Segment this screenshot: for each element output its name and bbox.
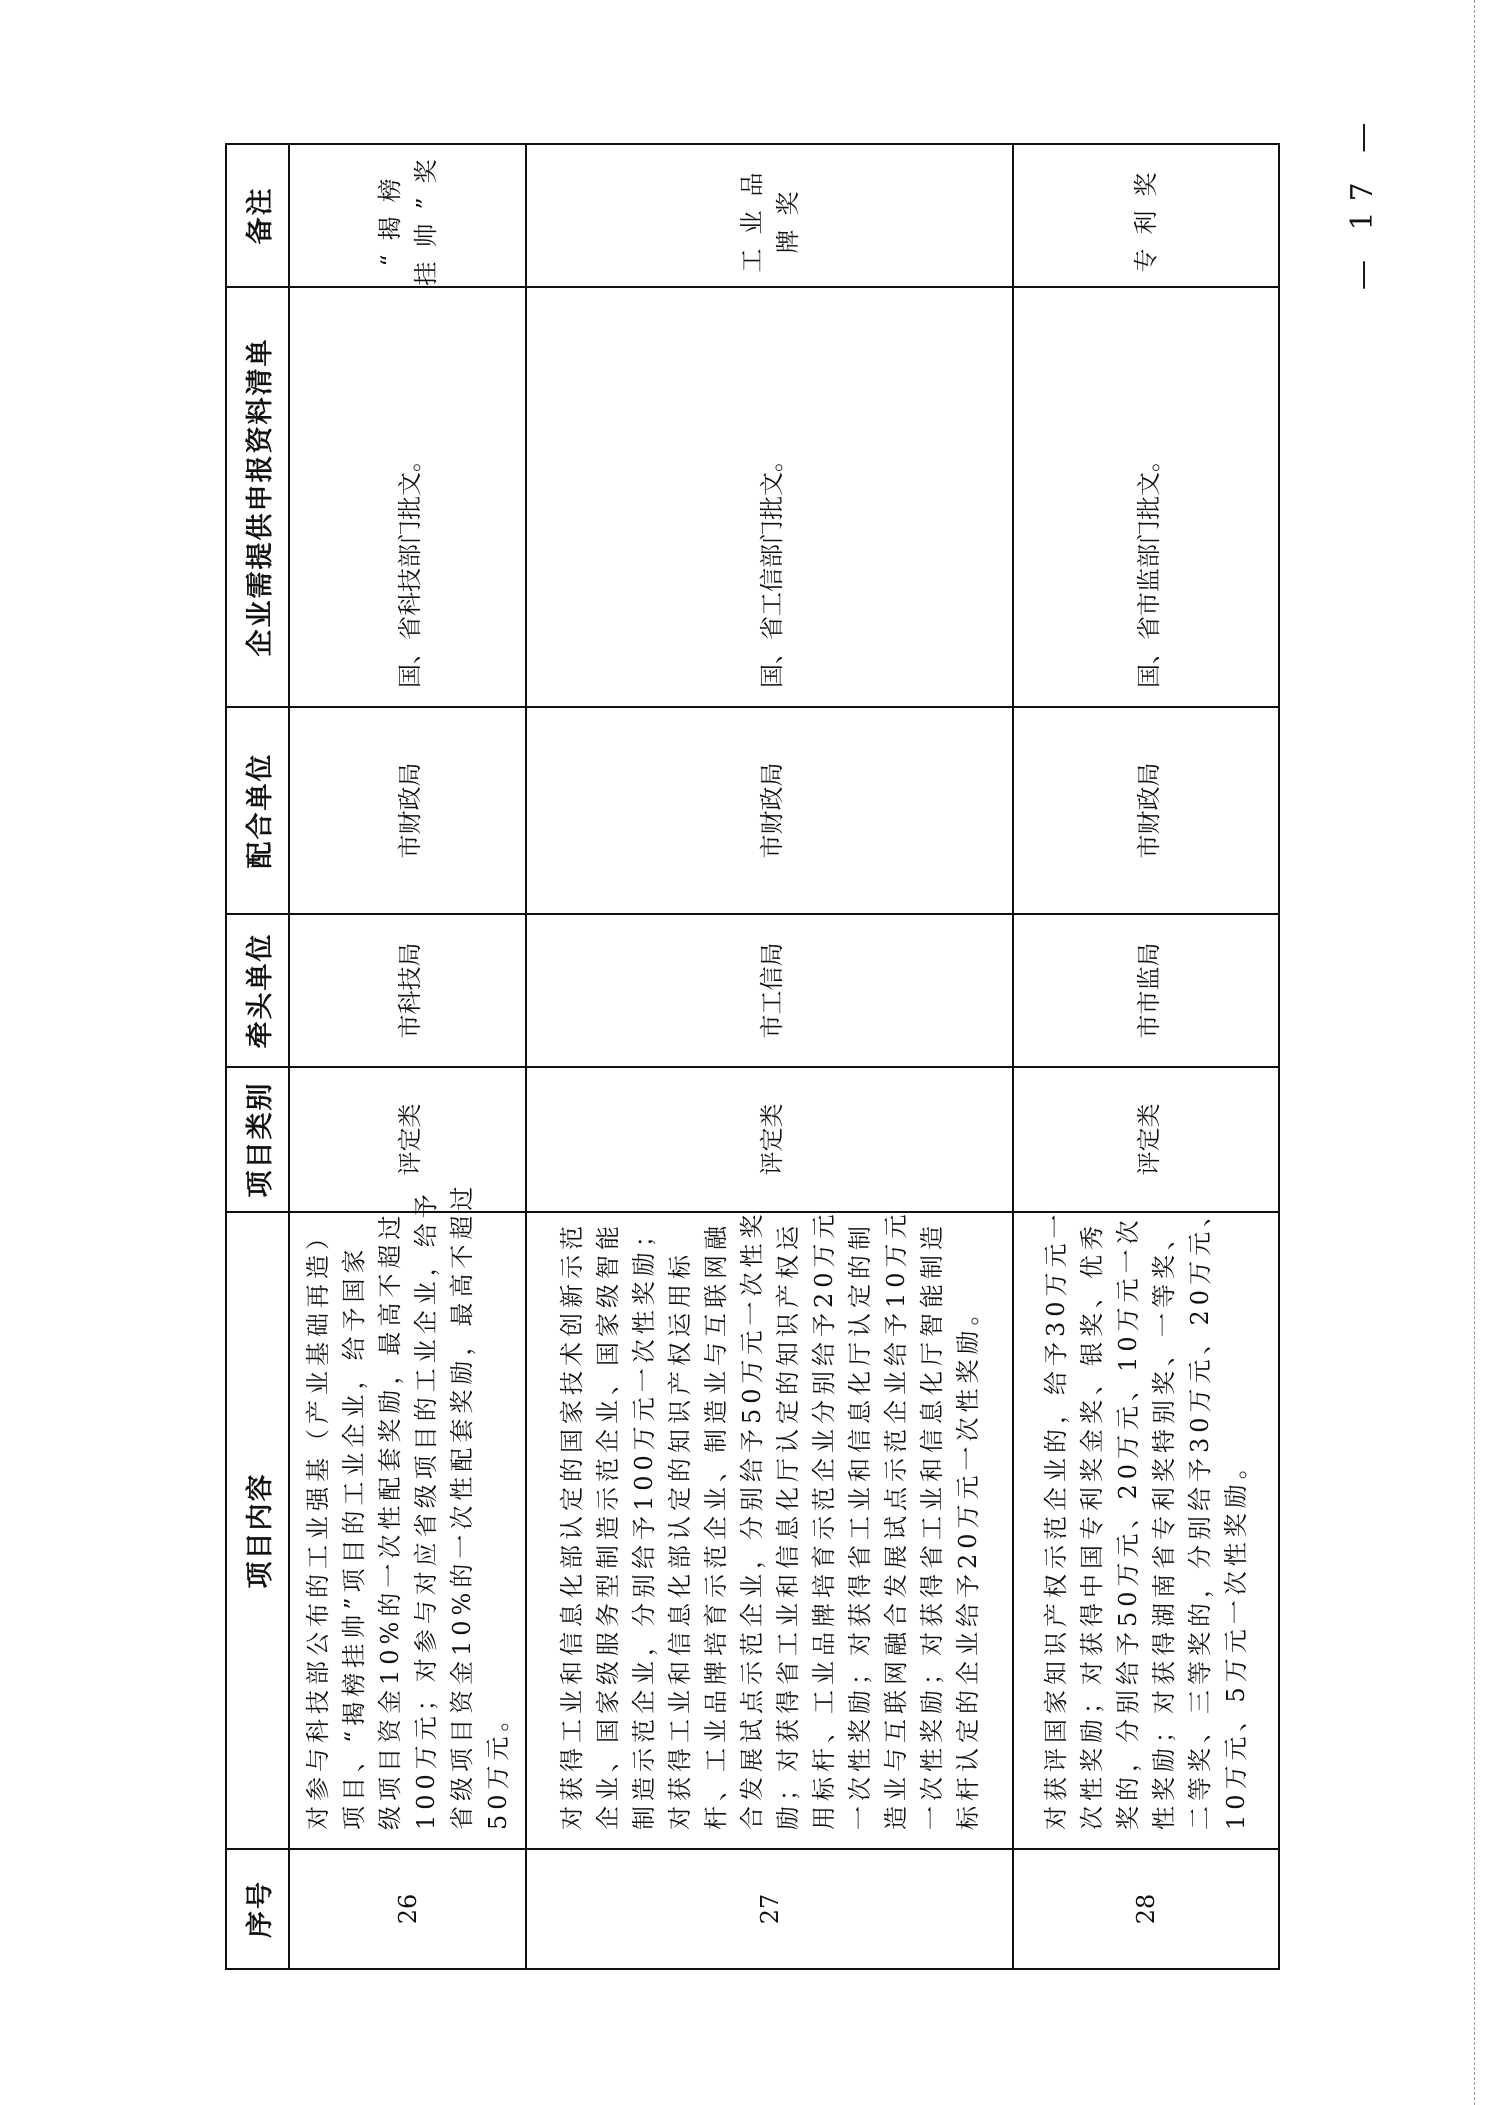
row-lead: 市工信局	[526, 914, 1013, 1067]
row-lead: 市科技局	[289, 914, 526, 1067]
row-no: 27	[526, 1849, 1013, 1969]
header-content: 项目内容	[226, 1212, 289, 1849]
page-number: — 17 —	[1345, 112, 1380, 290]
content-line: 对参与科技部公布的工业强基（产业基础再造）	[303, 1221, 332, 1830]
row-materials: 国、省市监部门批文。	[1013, 287, 1279, 707]
content-line: 省级项目资金10%的一次性配套奖励，最高不超过	[447, 1181, 476, 1830]
awards-table-rotated	[225, 145, 1280, 1970]
content-line: 合发展试点示范企业，分别给予50万元一次性奖	[737, 1209, 766, 1830]
row-remark	[1013, 144, 1279, 287]
remark-line: 专利奖	[1132, 158, 1160, 273]
content-line: 10万元、5万元一次性奖励。	[1222, 1450, 1250, 1830]
row-no: 26	[289, 1849, 526, 1969]
remark-line: 挂帅”奖	[411, 145, 440, 286]
content-line: 造业与互联网融合发展试点示范企业给予10万元	[881, 1209, 910, 1830]
remark-line: “揭榜	[375, 164, 404, 267]
remark-line: 工业品	[737, 158, 766, 273]
row-materials: 国、省科技部门批文。	[289, 287, 526, 707]
row-lead: 市市监局	[1013, 914, 1279, 1067]
header-category: 项目类别	[226, 1067, 289, 1212]
content-line: 性奖励；对获得湖南省专利奖特别奖、一等奖、	[1150, 1221, 1178, 1830]
row-remark	[289, 144, 526, 287]
content-line: 标杆认定的企业给予20万元一次性奖励。	[953, 1296, 982, 1830]
row-category: 评定类	[1013, 1067, 1279, 1212]
content-line: 50万元。	[483, 1702, 512, 1830]
row-content	[289, 1181, 526, 1849]
content-line: 对获得工业和信息化部认定的知识产权运用标	[665, 1250, 694, 1830]
row-category: 评定类	[289, 1067, 526, 1212]
header-remark: 备注	[226, 144, 289, 287]
content-line: 一次性奖励；对获得省工业和信息化厅认定的制	[845, 1221, 874, 1830]
table-row	[1013, 144, 1279, 1969]
row-category: 评定类	[526, 1067, 1013, 1212]
awards-table	[225, 143, 1280, 1970]
row-coop: 市财政局	[1013, 707, 1279, 914]
content-line: 100万元；对参与对应省级项目的工业企业，给予	[411, 1189, 440, 1830]
row-remark	[526, 144, 1013, 287]
row-materials: 国、省工信部门批文。	[526, 287, 1013, 707]
header-row	[226, 144, 289, 1969]
content-line: 励；对获得省工业和信息化厅认定的知识产权运	[773, 1221, 802, 1830]
content-line: 杆、工业品牌培育示范企业、制造业与互联网融	[701, 1221, 730, 1830]
table-row	[526, 144, 1013, 1969]
row-coop: 市财政局	[526, 707, 1013, 914]
header-no: 序号	[226, 1849, 289, 1969]
header-materials: 企业需提供申报资料清单	[226, 287, 289, 707]
content-line: 对获评国家知识产权示范企业的，给予30万元一	[1042, 1209, 1070, 1830]
content-line: 次性奖励；对获得中国专利奖金奖、银奖、优秀	[1078, 1221, 1106, 1830]
content-line: 二等奖、三等奖的，分别给予30万元、20万元、	[1186, 1197, 1214, 1830]
row-content	[1013, 1197, 1279, 1849]
content-line: 一次性奖励；对获得省工业和信息化厅智能制造	[917, 1221, 946, 1830]
remark-line: 牌奖	[773, 177, 802, 254]
content-line: 制造示范企业，分别给予100万元一次性奖励；	[629, 1218, 658, 1830]
content-line: 级项目资金10%的一次性配套奖励，最高不超过	[375, 1210, 404, 1830]
header-coop: 配合单位	[226, 707, 289, 914]
content-line: 对获得工业和信息化部认定的国家技术创新示范	[557, 1221, 586, 1830]
row-coop: 市财政局	[289, 707, 526, 914]
content-line: 奖的，分别给予50万元、20万元、10万元一次	[1114, 1215, 1142, 1830]
row-content	[526, 1209, 1013, 1849]
header-lead: 牵头单位	[226, 914, 289, 1067]
content-line: 用标杆、工业品牌培育示范企业分别给予20万元	[809, 1209, 838, 1830]
content-line: 企业、国家级服务型制造示范企业、国家级智能	[593, 1221, 622, 1830]
table-row	[289, 144, 526, 1969]
row-no: 28	[1013, 1849, 1279, 1969]
scan-edge-line	[1474, 0, 1475, 2105]
content-line: 项目、“揭榜挂帅”项目的工业企业，给予国家	[339, 1244, 368, 1830]
